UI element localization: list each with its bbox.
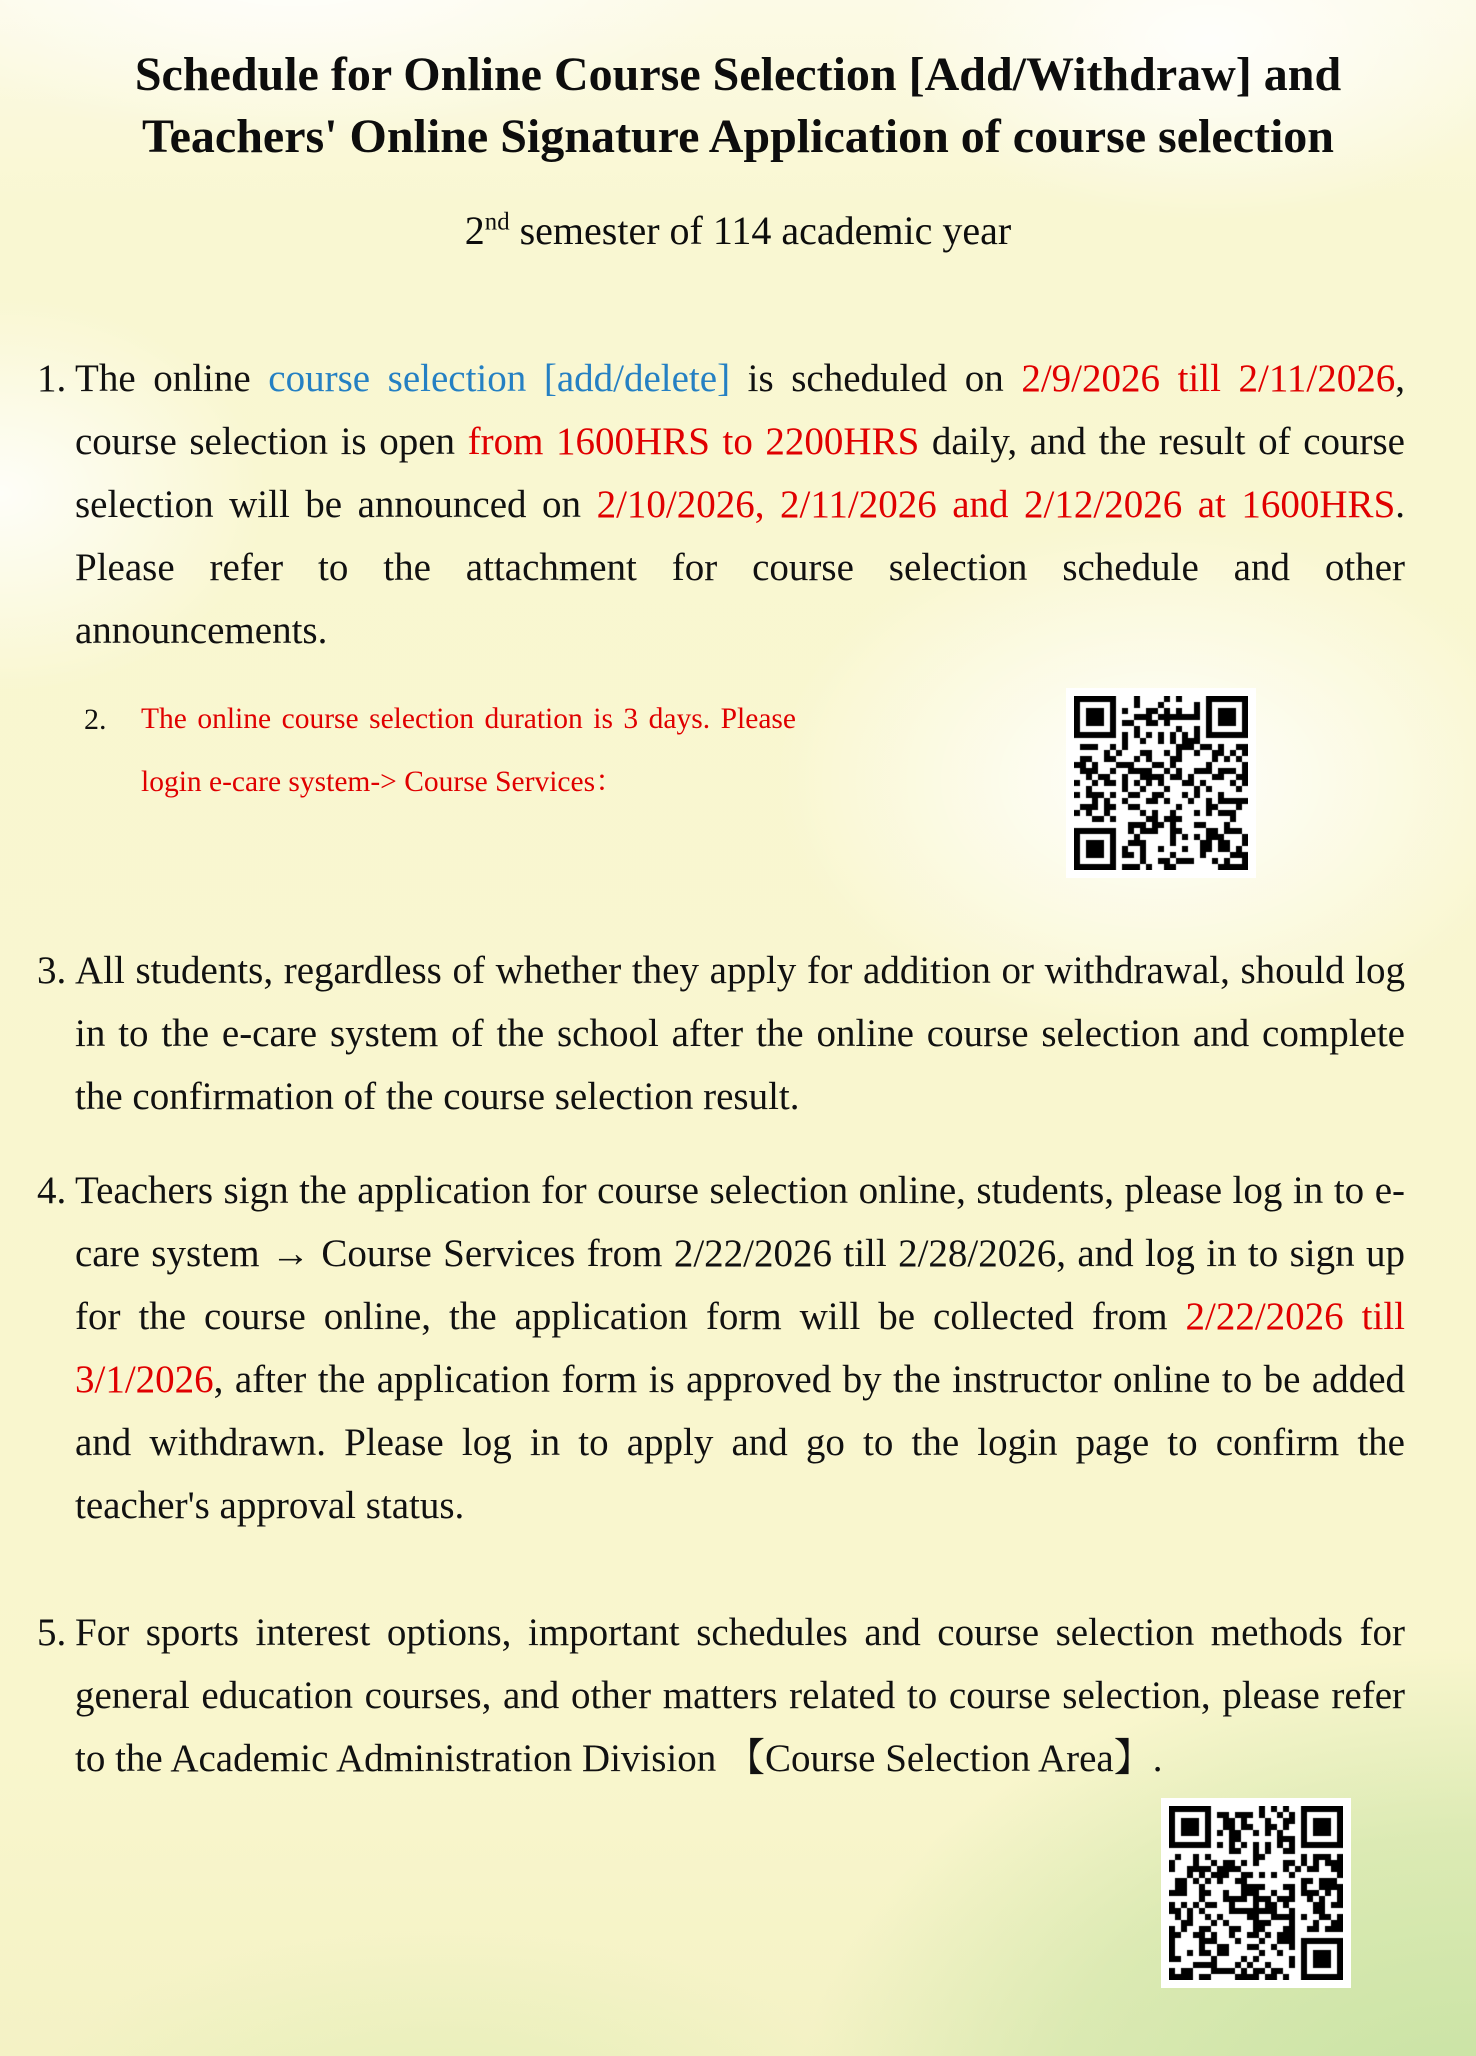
text-segment: from 1600HRS to 2200HRS	[467, 420, 920, 463]
text-segment: 2/10/2026, 2/11/2026 and 2/12/2026 at 1600HRS	[596, 483, 1396, 526]
item-4-text	[75, 1159, 1405, 1537]
text-segment: , after the application form is approved by the instructor online to be added and withdrawn. Please log in to apply and go to the login page to confirm the teacher's approval status.	[75, 1358, 1405, 1527]
item-2-number: 2.	[84, 703, 107, 736]
text-segment: , course selection is open	[75, 357, 1405, 463]
item-5-text	[75, 1601, 1405, 1790]
list-item-1	[37, 347, 1405, 662]
list-item-2	[84, 688, 796, 814]
page-title	[0, 44, 1476, 168]
item-2-text	[141, 688, 796, 814]
qr-code-course-selection-area	[1161, 1798, 1351, 1988]
text-segment: semester of 114 academic year	[509, 208, 1012, 253]
title-line-1: Schedule for Online Course Selection [Add/Withdraw] and	[134, 48, 1342, 101]
list-item-4	[37, 1159, 1405, 1537]
text-segment: 2	[464, 208, 485, 253]
item-3-text	[75, 939, 1405, 1128]
qr-code-course-services-icon	[1074, 696, 1248, 870]
qr-code-course-selection-area-icon	[1169, 1806, 1343, 1980]
title-line-2: Teachers' Online Signature Application of course selection	[141, 110, 1334, 163]
list-item-5	[37, 1601, 1405, 1790]
item-3-number: 3.	[37, 949, 67, 992]
text-segment: For sports interest options, important schedules and course selection methods for general education courses, and other matters related to course selection, please refer to the Academic Administration Division 【Course Selection Area】.	[75, 1611, 1405, 1780]
text-segment: . Please refer to the attachment for course selection schedule and other announcements.	[75, 483, 1406, 652]
item-5-number: 5.	[37, 1611, 67, 1654]
text-segment: Teachers sign the application for course selection online, students, please log in to e-care system → Course Services from 2/22/2026 till 2/28/2026, and log in to sign up for the course online, the application form will be collected from	[75, 1169, 1405, 1338]
text-segment: 2/22/2026 till 3/1/2026	[75, 1295, 1405, 1401]
text-segment: is scheduled on	[730, 357, 1022, 400]
text-segment: daily, and the result of course selection will be announced on	[75, 420, 1405, 526]
text-segment: The online	[75, 357, 269, 400]
qr-code-course-services	[1066, 688, 1256, 878]
text-segment: nd	[484, 208, 510, 236]
page-subtitle	[0, 206, 1476, 256]
text-segment: All students, regardless of whether they apply for addition or withdrawal, should log in to the e-care system of the school after the online course selection and complete the confirmation of the course selection result.	[75, 949, 1405, 1118]
text-segment: The online course selection duration is 3 days. Please login e-care system-> Course Services：	[141, 703, 796, 798]
list-item-3	[37, 939, 1405, 1128]
text-segment: 2/9/2026 till 2/11/2026	[1021, 357, 1396, 400]
item-4-number: 4.	[37, 1169, 67, 1212]
text-segment: course selection [add/delete]	[268, 357, 731, 400]
item-1-number: 1.	[37, 357, 67, 400]
item-1-text	[75, 347, 1405, 662]
